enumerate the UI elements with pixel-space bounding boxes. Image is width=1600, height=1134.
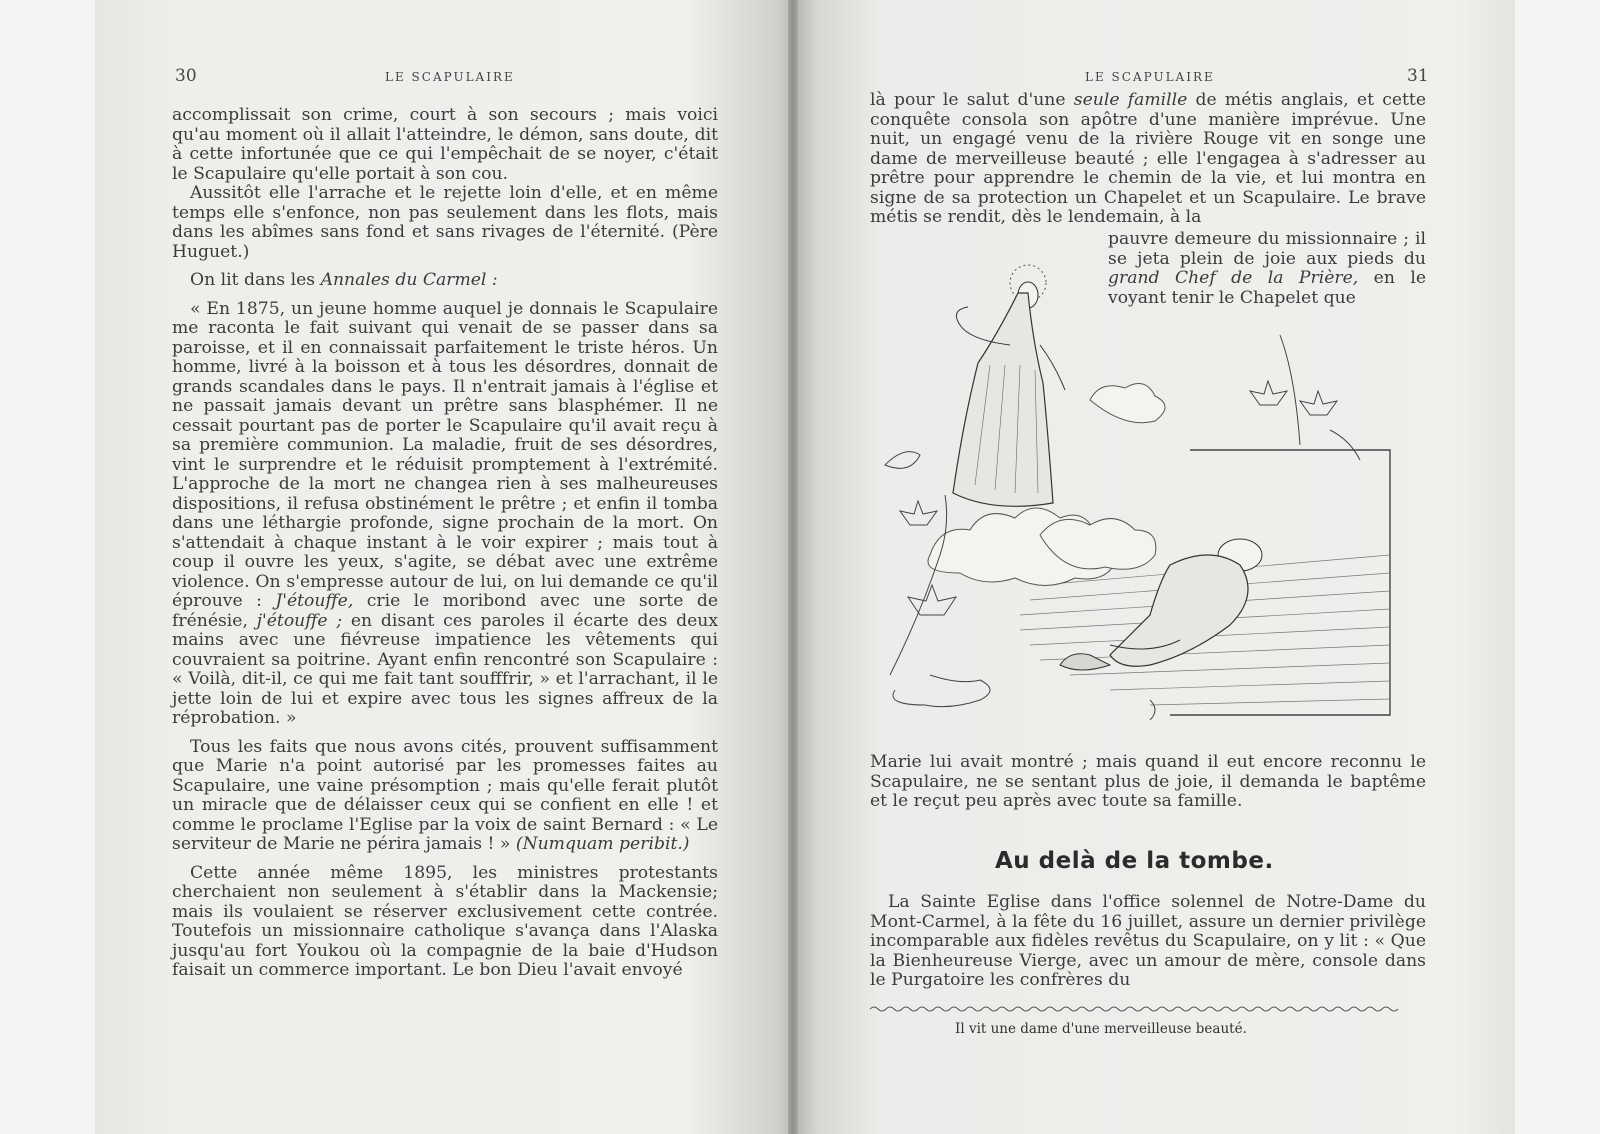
- paragraph: [172, 300, 718, 729]
- left-page-text: [172, 106, 718, 981]
- etouffe-second: j'étouffe ;: [256, 610, 343, 631]
- right-page-top-text: [870, 91, 1426, 228]
- narrative-continued: crie le moribond avec une sorte de frénésie,: [172, 591, 718, 631]
- paragraph-text: de métis anglais, et cette conquête consola son apôtre d'une manière imprévue. Une nuit, un engagé venu de la rivière Rouge vit en songe une dame de merveilleuse beauté ; elle l'engagea à s'adresser au prêtre pour apprendre le chemin de la vie, et lui montra en signe de sa protection un Chapelet et un Scapulaire. Le brave métis se rendit, dès le lendemain, à la: [870, 90, 1427, 227]
- paragraph-text: pauvre demeure du missionnaire ; il se jeta plein de joie aux pieds du: [1108, 229, 1426, 269]
- paragraph-text: là pour le salut d'une: [870, 90, 1066, 110]
- page-number-right: 31: [1407, 66, 1429, 86]
- right-page-section-text: [870, 893, 1426, 991]
- annales-intro: On lit dans les: [190, 270, 316, 290]
- annales-title: Annales du Carmel :: [320, 270, 498, 290]
- paragraph: accomplissait son crime, court à son secours ; mais voici qu'au moment où il allait l'atteindre, le démon, sans doute, dit à cette infortunée que ce qui l'empêchait de se noyer, c'était le Scapulaire qu'elle portait à son cou.: [172, 105, 718, 184]
- etouffe-first: J'étouffe,: [275, 591, 354, 611]
- narrative-end: en disant ces paroles il écarte des deux mains avec une fiévreuse impatience les vêtements qui couvraient sa poitrine. Ayant enfin rencontré son Scapulaire : « Voilà, dit-il, ce qui me fait tant soufffrir, » et l'arrachant, il le jette loin de lui et expire avec tous les signes affreux de la réprobation. »: [172, 610, 719, 728]
- quoted-narrative: « En 1875, un jeune homme auquel je donnais le Scapulaire me raconta le fait suivant qui venait de se passer dans sa paroisse, et il en connaissait parfaitement le triste héros. Un homme, livré à la boisson et à tous les désordres, donnait de grands scandales dans le pays. Il n'entrait jamais à l'église et ne passait jamais devant un prêtre sans blasphémer. Il ne cessait pourtant pas de porter le Scapulaire qu'il avait reçu à sa première communion. La maladie, fruit de ses désordres, vint le surprendre et le réduisit promptement à l'extrémité. L'approche de la mort ne changea rien à ses malheureuses dispositions, il refusa obstinément le prêtre ; et enfin il tomba dans une léthargie profonde, signe prochain de la mort. On s'attendait à chaque instant à le voir expirer ; mais tout à coup il ouvre les yeux, s'agite, se débat avec une extrême violence. On s'empresse autour de lui, on lui demande ce qu'il éprouve :: [172, 298, 718, 611]
- paragraph: [870, 91, 1426, 228]
- caption-divider: [870, 1004, 1422, 1014]
- paragraph: La Sainte Eglise dans l'office solennel de Notre-Dame du Mont-Carmel, à la fête du 16 juillet, assure un dernier privilège incomparable aux fidèles revêtus du Scapulaire, on y lit : « Que la Bienheureuse Vierge, avec un amour de mère, console dans le Purgatoire les confrères du: [870, 892, 1426, 990]
- paragraph: [172, 271, 718, 291]
- ribbon-scroll: [893, 675, 990, 707]
- book-gutter: [788, 0, 798, 1134]
- emphasis: seule famille: [1073, 90, 1188, 110]
- running-head-right: LE SCAPULAIRE: [1085, 70, 1215, 84]
- right-page-after-text: [870, 753, 1426, 812]
- paragraph: Marie lui avait montré ; mais quand il eut encore reconnu le Scapulaire, ne se sentant plus de joie, il demanda le baptême et le reçut peu après avec toute sa famille.: [870, 752, 1426, 811]
- virgin-figure: [953, 265, 1065, 506]
- paragraph-text: Tous les faits que nous avons cités, prouvent suffisamment que Marie n'a point autorisé par les promesses faites au Scapulaire, une vaine présomption ; mais qu'elle ferait plutôt un miracle que de délaisser ceux qui se confient en elle ! et comme le proclame l'Eglise par la voix de saint Bernard : « Le serviteur de Marie ne périra jamais ! »: [172, 736, 718, 854]
- section-title: Au delà de la tombe.: [995, 848, 1274, 874]
- engraving-illustration: [870, 255, 1426, 745]
- frame-curl: [1150, 700, 1155, 720]
- paragraph: [172, 738, 718, 855]
- page-number-left: 30: [175, 66, 197, 86]
- illustration-caption: Il vit une dame d'une merveilleuse beauté.: [955, 1021, 1247, 1037]
- latin-quote: (Numquam peribit.): [515, 834, 690, 854]
- emphasis: grand Chef de la Prière,: [1108, 268, 1359, 288]
- paragraph: Aussitôt elle l'arrache et le rejette loin d'elle, et en même temps elle s'enfonce, non pas seulement dans les flots, mais dans les abîmes sans fond et sans rivages de l'éternité. (Père Huguet.): [172, 183, 718, 262]
- paragraph: Cette année même 1895, les ministres protestants cherchaient non seulement à s'établir dans la Mackensie; mais ils voulaient se réserver exclusivement cette contrée. Toutefois un missionnaire catholique s'avança dans l'Alaska jusqu'au fort Youkou où la compagnie de la baie d'Hudson faisait un commerce important. Le bon Dieu l'avait envoyé: [172, 862, 718, 980]
- running-head-left: LE SCAPULAIRE: [385, 70, 515, 84]
- paragraph-text: en le voyant tenir le Chapelet que: [1108, 268, 1426, 308]
